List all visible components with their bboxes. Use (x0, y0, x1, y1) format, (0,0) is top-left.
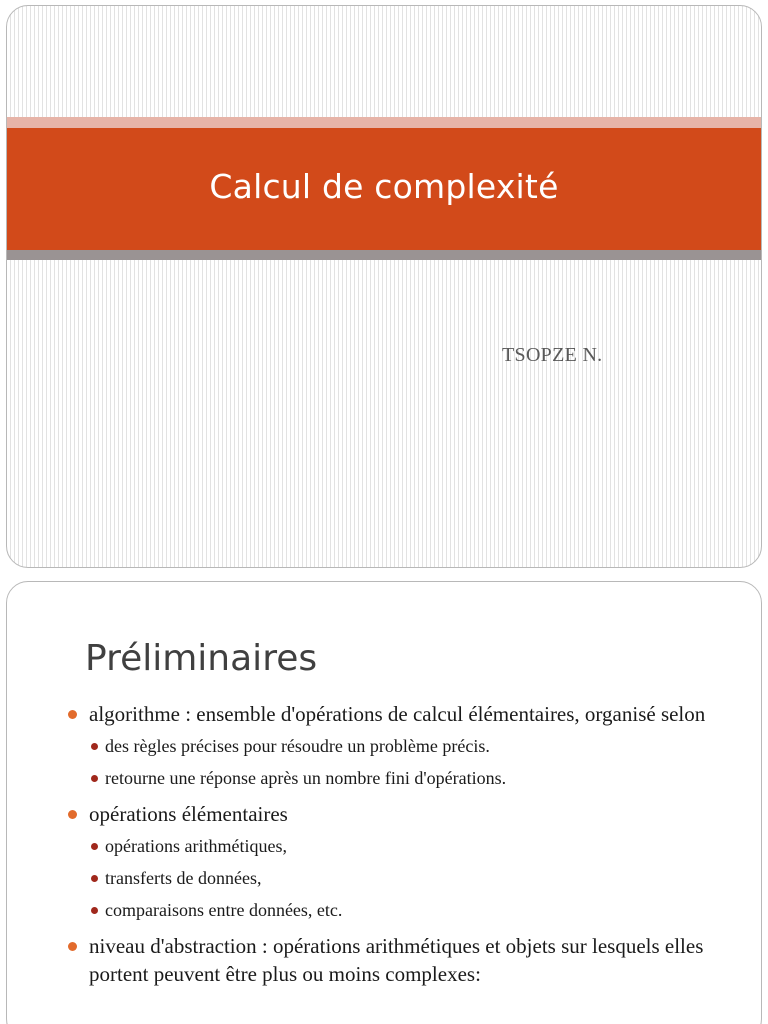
title-band (7, 128, 761, 250)
bullet-dot-icon (68, 942, 77, 951)
slide-title: Calcul de complexité (209, 167, 559, 206)
sub-bullet-dot-icon (91, 875, 98, 882)
sub-bullet-dot-icon (91, 907, 98, 914)
sub-bullet-text: retourne une réponse après un nombre fini d'opérations. (105, 768, 507, 788)
bullet-dot-icon (68, 710, 77, 719)
sub-bullet-list (89, 834, 725, 922)
accent-stripe-top (7, 117, 761, 128)
sub-bullet-item (89, 898, 725, 922)
sub-bullet-item (89, 766, 725, 790)
sub-bullet-dot-icon (91, 843, 98, 850)
bullet-text: opérations élémentaires (89, 802, 288, 826)
bullet-item (65, 700, 725, 790)
sub-bullet-text: comparaisons entre données, etc. (105, 900, 343, 920)
sub-bullet-text: des règles précises pour résoudre un problème précis. (105, 736, 490, 756)
sub-bullet-item (89, 734, 725, 758)
sub-bullet-text: opérations arithmétiques, (105, 836, 287, 856)
title-slide (6, 5, 762, 568)
bullet-item (65, 932, 725, 988)
accent-stripe-bottom (7, 250, 761, 260)
content-slide (6, 581, 762, 1024)
bullet-text: algorithme : ensemble d'opérations de calcul élémentaires, organisé selon (89, 702, 706, 726)
sub-bullet-item (89, 866, 725, 890)
sub-bullet-list (89, 734, 725, 790)
sub-bullet-dot-icon (91, 775, 98, 782)
author-name: TSOPZE N. (502, 344, 603, 366)
bullet-list (65, 700, 725, 988)
bullet-item (65, 800, 725, 922)
slide-heading: Préliminaires (85, 638, 318, 679)
sub-bullet-dot-icon (91, 743, 98, 750)
sub-bullet-text: transferts de données, (105, 868, 262, 888)
bullet-text: niveau d'abstraction : opérations arithmétiques et objets sur lesquels elles portent peuvent être plus ou moins complexes: (89, 934, 704, 986)
bullet-dot-icon (68, 810, 77, 819)
sub-bullet-item (89, 834, 725, 858)
